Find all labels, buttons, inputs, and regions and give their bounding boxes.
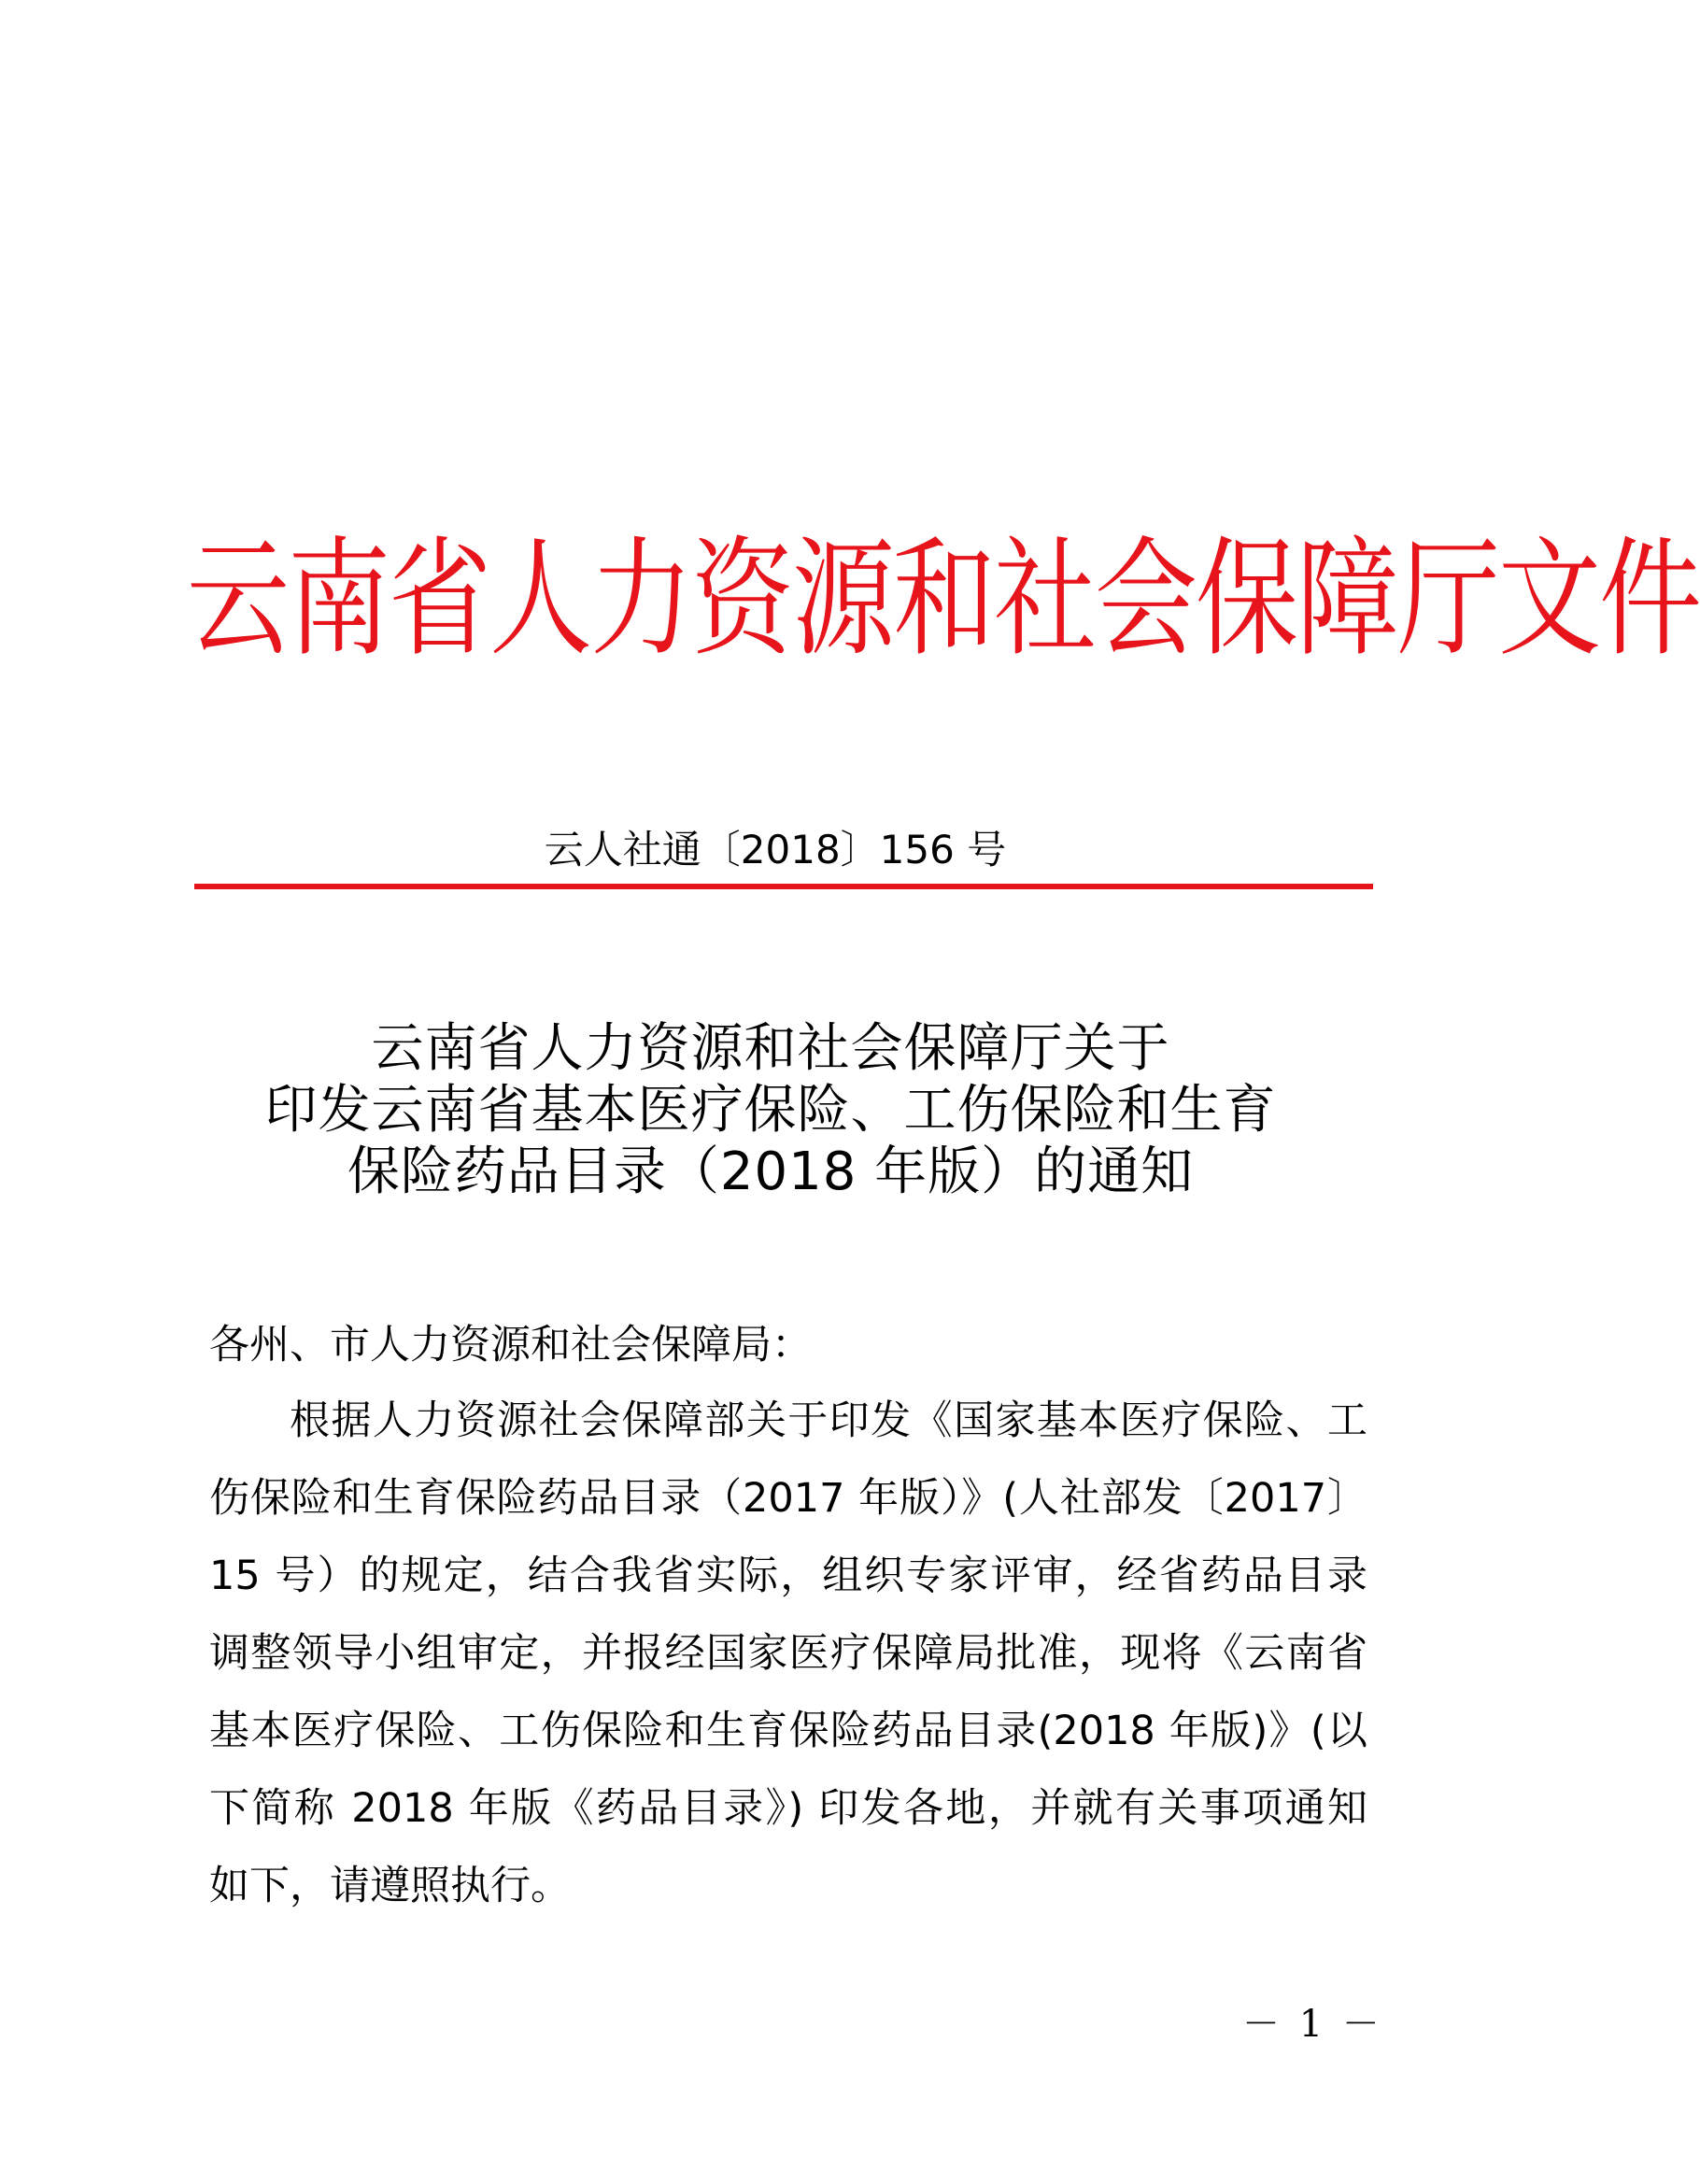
document-masthead: 云南省人力资源和社会保障厅文件	[187, 524, 1700, 674]
body-line: 伤保险和生育保险药品目录（2017 年版）》(人社部发〔2017〕	[209, 1475, 1367, 1522]
document-number: 云人社通〔2018〕156 号	[544, 827, 1007, 872]
addressee: 各州、市人力资源和社会保障局：	[209, 1322, 812, 1369]
notice-title	[149, 1018, 1392, 1203]
body-line: 下简称 2018 年版《药品目录》) 印发各地，并就有关事项通知	[209, 1785, 1367, 1832]
notice-title-line: 保险药品目录（2018 年版）的通知	[347, 1142, 1195, 1202]
body-line: 调整领导小组审定，并报经国家医疗保障局批准，现将《云南省	[209, 1630, 1367, 1677]
header-divider	[194, 884, 1373, 889]
notice-title-line: 云南省人力资源和社会保障厅关于	[371, 1018, 1170, 1079]
body-line: 如下，请遵照执行。	[209, 1863, 571, 1909]
body-paragraph	[209, 1383, 1367, 1925]
body-line: 15 号）的规定，结合我省实际，组织专家评审，经省药品目录	[209, 1553, 1367, 1599]
body-line: 根据人力资源社会保障部关于印发《国家基本医疗保险、工	[290, 1397, 1367, 1444]
notice-title-line: 印发云南省基本医疗保险、工伤保险和生育	[264, 1080, 1277, 1141]
body-line: 基本医疗保险、工伤保险和生育保险药品目录(2018 年版)》(以	[209, 1708, 1367, 1754]
page-number: － 1 －	[1242, 2003, 1383, 2046]
